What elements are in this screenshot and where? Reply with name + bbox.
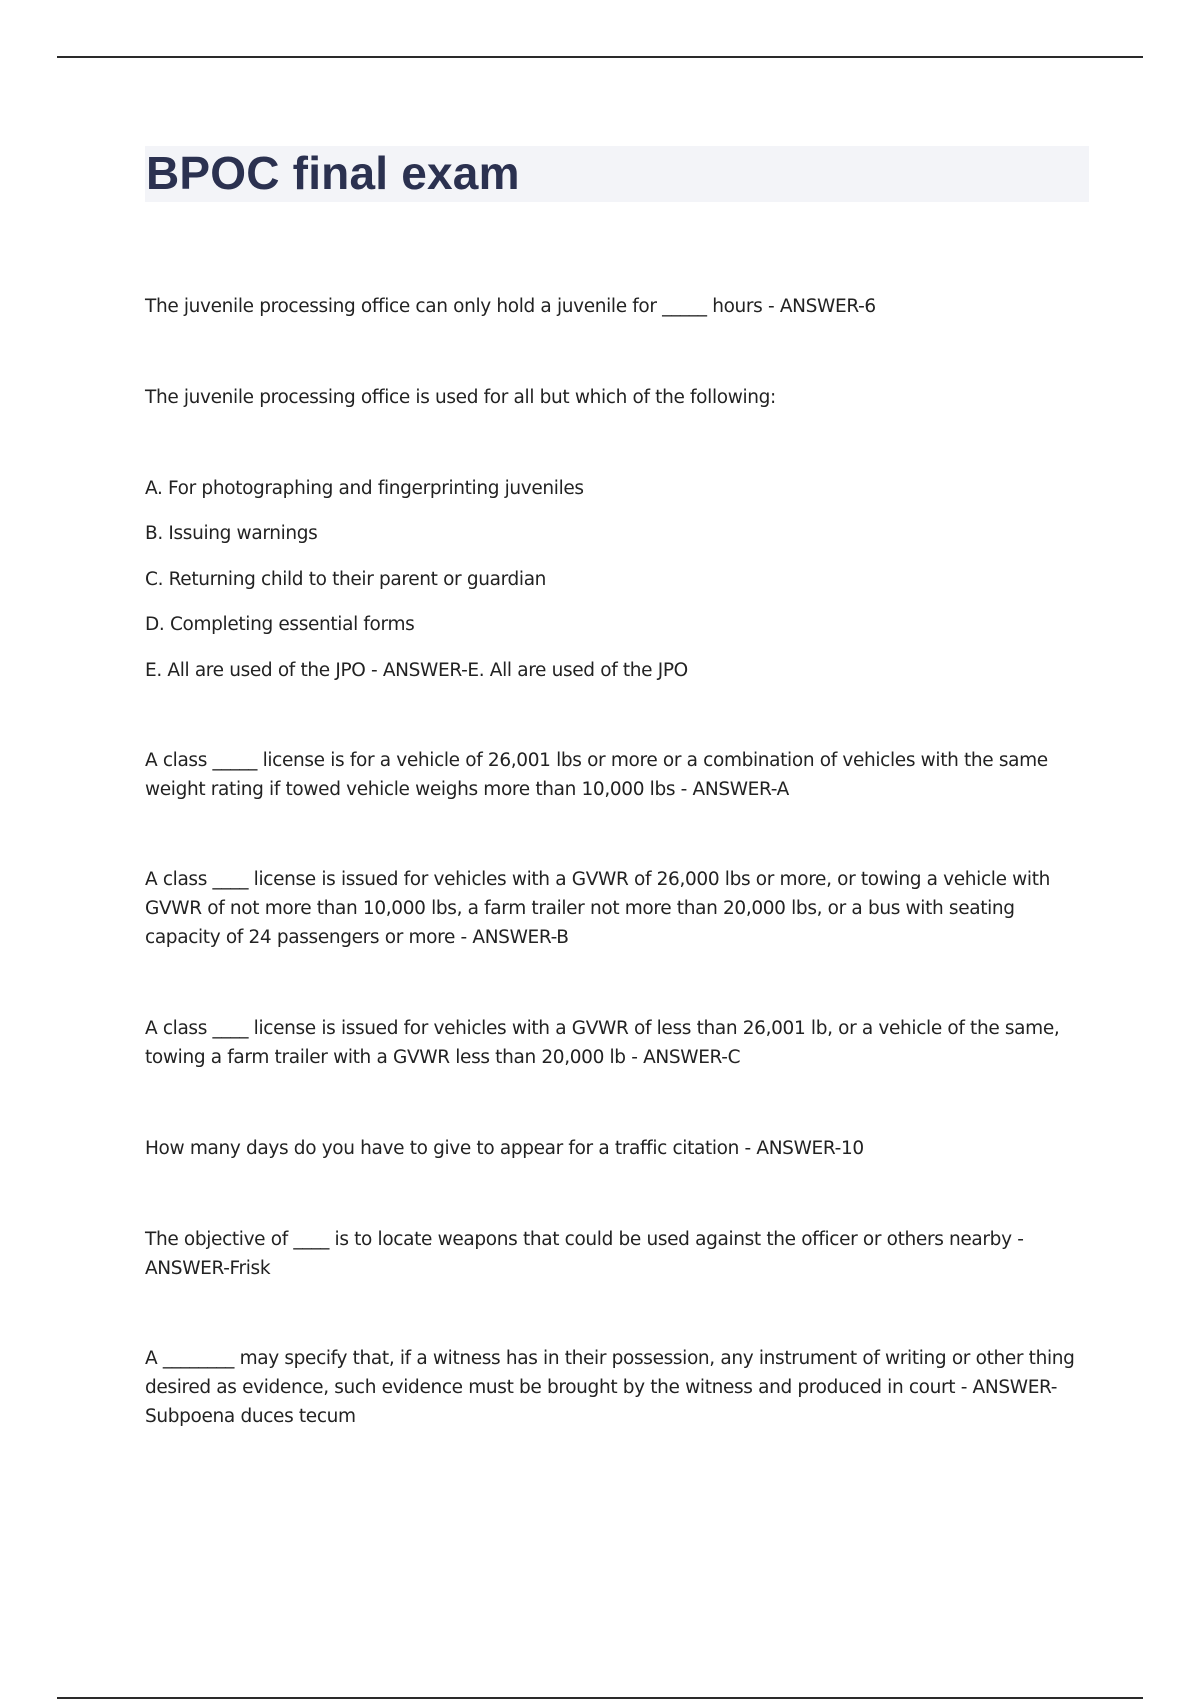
question-juvenile-hold-hours: The juvenile processing office can only hold a juvenile for _____ hours - ANSWER-6 [145,296,876,317]
option-e-answer: E. All are used of the JPO - ANSWER-E. All are used of the JPO [145,660,688,681]
question-class-c-license: A class ____ license is issued for vehicles with a GVWR of less than 26,001 lb, or a vehicle of the same, towing a farm trailer with a GVWR less than 20,000 lb - ANSWER-C [145,1018,1060,1068]
top-rule [57,56,1143,58]
question-class-a-license: A class _____ license is for a vehicle of 26,001 lbs or more or a combination of vehicles with the same weight rating if towed vehicle weighs more than 10,000 lbs - ANSWER-A [145,750,1048,800]
question-traffic-citation-days: How many days do you have to give to appear for a traffic citation - ANSWER-10 [145,1138,864,1159]
page-title: BPOC final exam [146,147,520,199]
option-b: B. Issuing warnings [145,523,318,544]
option-d: D. Completing essential forms [145,614,415,635]
question-frisk: The objective of ____ is to locate weapons that could be used against the officer or others nearby - ANSWER-Frisk [145,1229,1024,1279]
option-c: C. Returning child to their parent or guardian [145,569,547,590]
question-jpo-uses: The juvenile processing office is used for all but which of the following: [145,387,776,408]
bottom-rule [57,1697,1143,1699]
question-subpoena: A ________ may specify that, if a witness has in their possession, any instrument of writing or other thing desired as evidence, such evidence must be brought by the witness and produced in court - ANSWER-Subpoena duces tecum [145,1348,1075,1427]
option-a: A. For photographing and fingerprinting juveniles [145,478,584,499]
question-class-b-license: A class ____ license is issued for vehicles with a GVWR of 26,000 lbs or more, or towing a vehicle with GVWR of not more than 10,000 lbs, a farm trailer not more than 20,000 lbs, or a bus with seating capacity of 24 passengers or more - ANSWER-B [145,869,1050,948]
